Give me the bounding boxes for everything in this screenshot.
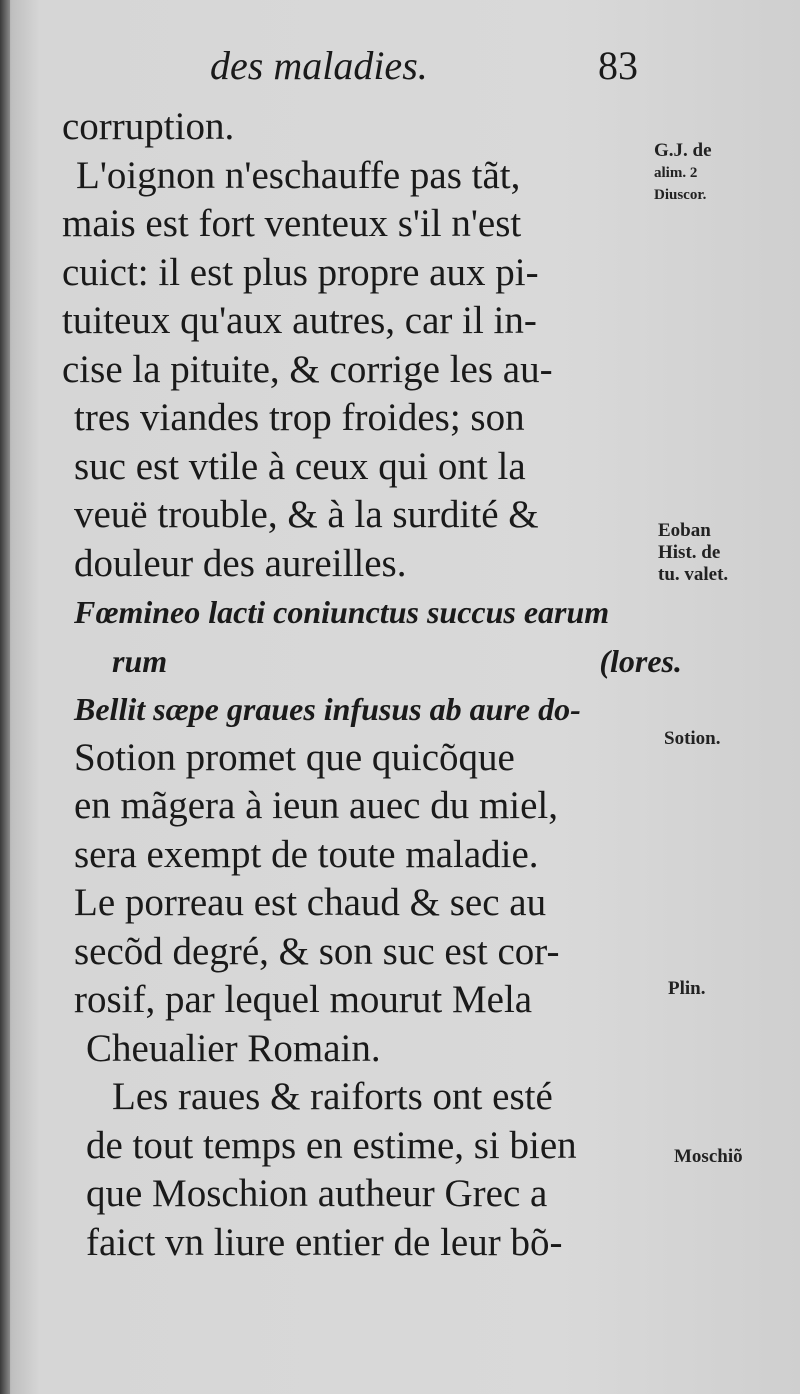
margin-note-line: Moschiõ [674,1146,743,1167]
page-number: 83 [598,43,638,88]
margin-note-plin [668,978,705,1000]
text-line: sera exempt de toute maladie. [74,832,539,876]
text-line: douleur des aureilles. [74,541,407,585]
margin-note-eoban [658,520,728,586]
verse-line [62,637,682,686]
text-line: Sotion promet que quicõque [74,735,515,779]
text-line: que Moschion autheur Grec a [86,1172,548,1215]
verse-word: rum [112,642,168,679]
text-line: L'oignon n'eschauffe pas tãt, [76,153,521,197]
text-line: rosif, par lequel mourut Mela [74,978,533,1021]
text-line: faict vn liure entier de leur bõ- [86,1220,563,1264]
margin-note-line: G.J. de [654,140,712,161]
margin-note-sotion [664,728,721,750]
verse-word: (lores. [599,642,682,679]
margin-note-line: Diuscor. [654,187,707,203]
verse-line: Bellit sæpe graues infusus ab aure do- [74,691,581,727]
margin-note-line: tu. valet. [658,564,729,585]
text-line: suc est vtile à ceux qui ont la [74,444,526,488]
text-line: de tout temps en estime, si bien [86,1123,577,1167]
margin-note-galien [654,140,712,206]
text-line: cuict: il est plus propre aux pi- [62,250,539,294]
margin-note-moschio [674,1146,743,1168]
text-line: Le porreau est chaud & sec au [74,881,547,924]
text-line: secõd degré, & son suc est cor- [74,929,560,973]
text-line: tuiteux qu'aux autres, car il in- [62,299,537,342]
margin-note-line: Eoban [658,520,711,541]
verse-line: Fœmineo lacti coniunctus succus earum [74,594,610,630]
running-title: des maladies. [210,43,428,88]
text-line: tres viandes trop froides; son [74,396,525,439]
margin-note-line: Hist. de [658,542,721,563]
margin-note-line: Sotion. [664,728,721,749]
text-line: mais est fort venteux s'il n'est [62,202,522,245]
text-line: corruption. [62,105,235,148]
margin-note-line: alim. 2 [654,165,698,181]
margin-note-line: Plin. [668,978,706,999]
book-spine-shadow [0,0,10,1394]
text-line: veuë trouble, & à la surdité & [74,493,539,536]
text-line: en mãgera à ieun auec du miel, [74,784,559,827]
text-line: Les raues & raiforts ont esté [112,1075,553,1118]
text-line: cise la pituite, & corrige les au- [62,347,553,391]
text-line: Cheualier Romain. [86,1026,381,1070]
